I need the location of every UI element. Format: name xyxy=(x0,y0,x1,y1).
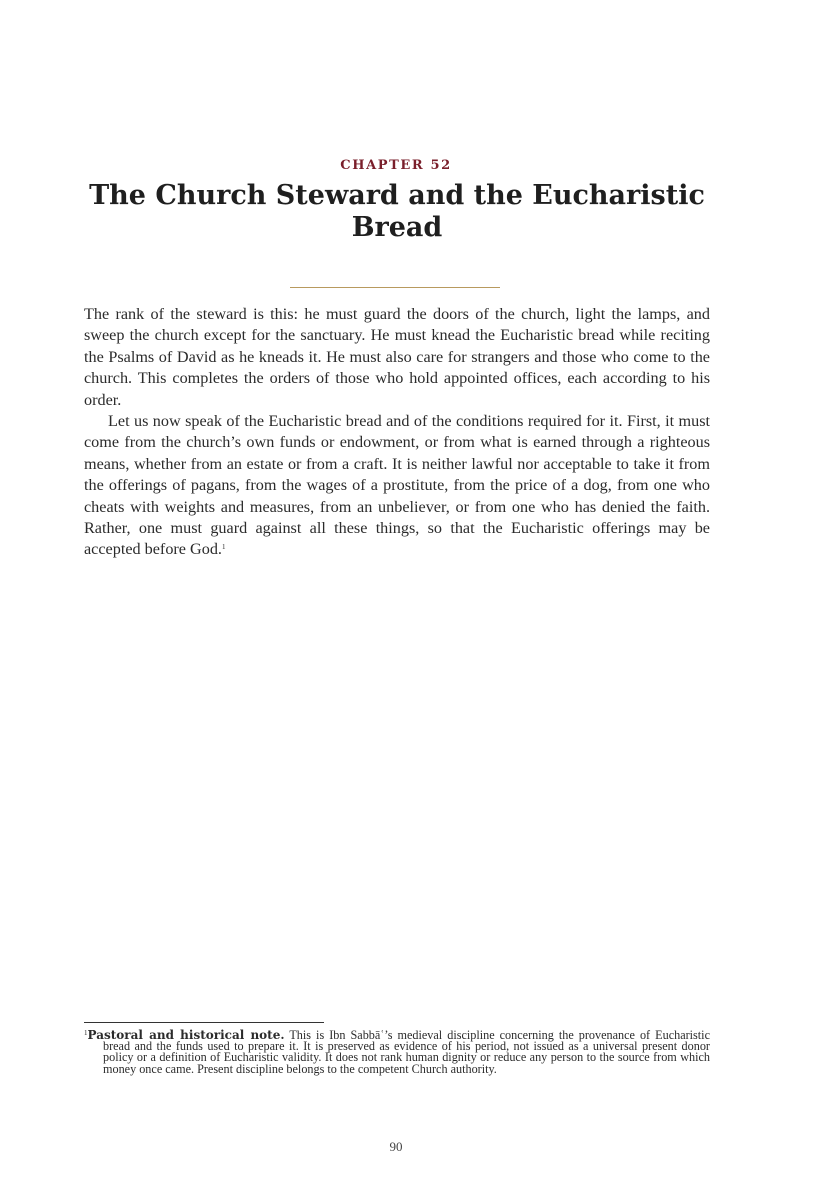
body-paragraph-text: The rank of the steward is this: he must guard the doors of the church, light the lamps, and sweep the church except for the sanctuary. He must knead the Eucharistic bread while reciting the Psalms of David as he kneads it. He must also care for strangers and those who come to the church. This completes the orders of those who hold appointed offices, each according to his order. xyxy=(84,305,710,409)
footnote xyxy=(84,1030,710,1075)
chapter-label: CHAPTER 52 xyxy=(340,158,452,173)
body-paragraph-text: Let us now speak of the Eucharistic bread and of the conditions required for it. First, it must come from the church’s own funds or endowment, or from what is earned through a righteous means, whether from an estate or from a craft. It is neither lawful nor acceptable to take it from the offerings of pagans, from the wages of a prostitute, from the price of a dog, from one who cheats with weights and measures, from an unbeliever, or from one who has denied the faith. Rather, one must guard against all these things, so that the Eucharistic offerings may be accepted before God. xyxy=(84,412,710,559)
footnote-marker: 1 xyxy=(84,1029,88,1037)
footnote-reference[interactable]: 1 xyxy=(221,543,226,552)
body-paragraph xyxy=(84,304,710,411)
footnote-text: This is Ibn Sabbāʿ’s medieval discipline concerning the provenance of Eucharistic bread and the funds used to prepare it. It is preserved as evidence of his period, not issued as a universal present donor policy or a definition of Eucharistic validity. It does not rank human dignity or reduce any person to the source from which money once came. Present discipline belongs to the competent Church authority. xyxy=(103,1028,710,1076)
body-paragraph xyxy=(84,411,710,561)
footnote-divider xyxy=(84,1022,324,1023)
body-text xyxy=(84,304,710,561)
title-divider xyxy=(290,287,500,288)
page-number: 90 xyxy=(389,1139,403,1154)
footnote-title: Pastoral and historical note. xyxy=(87,1028,285,1042)
chapter-title: The Church Steward and the Eucharistic Bread xyxy=(89,180,705,243)
